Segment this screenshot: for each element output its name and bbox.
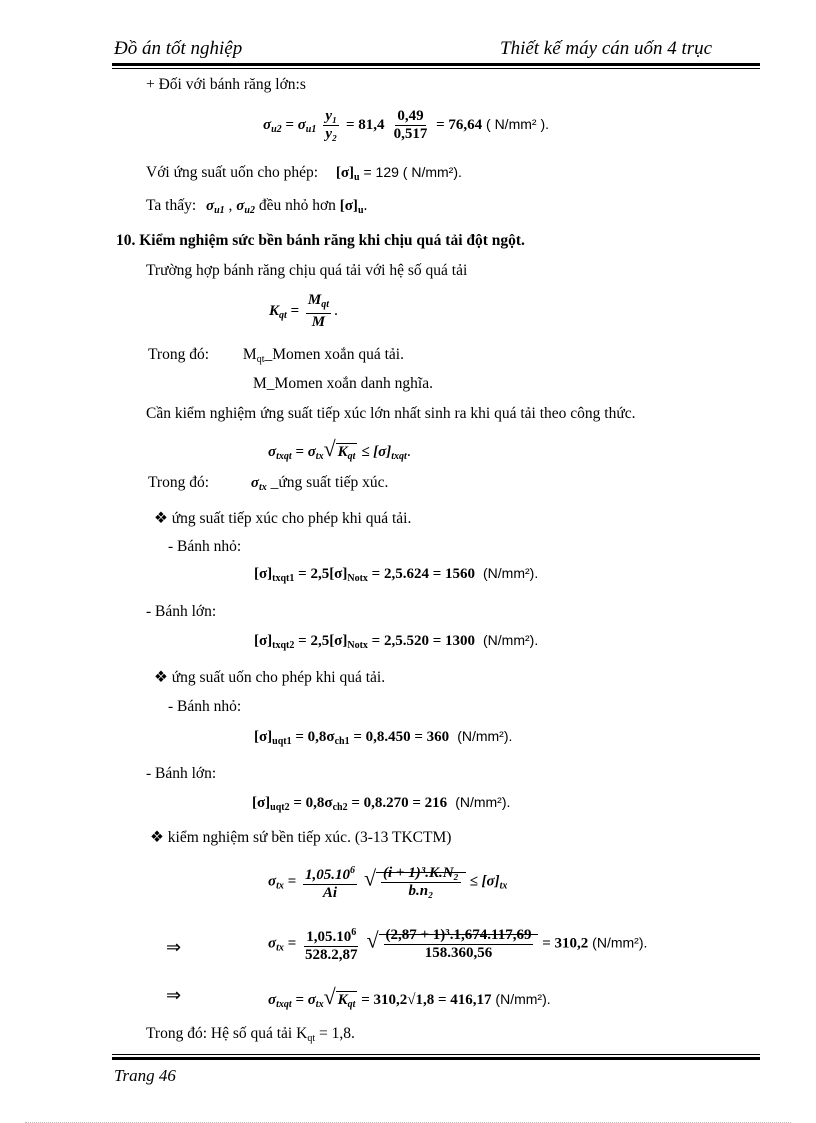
text-line: Trong đó: Hệ số quá tải $K_{qt} = 1,8$. [146, 1025, 355, 1044]
section-heading: 10. Kiểm nghiệm sức bền bánh răng khi chịu quá tải đột ngột. [116, 232, 525, 249]
footer-rule-thin [112, 1054, 760, 1055]
formula-uqt2: $[\sigma]_{uqt2} = 0,8\sigma_{ch2} = 0,8.270 = 216$ (N/mm²). [252, 794, 511, 813]
text-line: - Bánh lớn: [146, 603, 217, 620]
header-right: Thiết kế máy cán uốn 4 trục [500, 38, 713, 59]
footer-rule-thick [112, 1057, 760, 1060]
text-line: + Đối với bánh răng lớn:s [146, 76, 306, 93]
formula-txqt1: $[\sigma]_{txqt1} = 2,5[\sigma]_{Notx} = 2,5.624 = 1560$ (N/mm²). [254, 565, 539, 584]
formula-sigma-txqt: $\sigma_{txqt} = \sigma_{tx}√$ $K_{qt} \le [\sigma]_{txqt}$. [268, 436, 411, 462]
text-line: Ta thấy: $\sigma_{u1}$ , $\sigma_{u2}$ đều nhỏ hơn $[\sigma]_u$. [146, 197, 368, 216]
header-rule-thick [112, 63, 760, 66]
text-line: Cần kiểm nghiệm ứng suất tiếp xúc lớn nhất sinh ra khi quá tải theo công thức. [146, 405, 636, 422]
text-line: - Bánh nhỏ: [168, 698, 242, 715]
formula-uqt1: $[\sigma]_{uqt1} = 0,8\sigma_{ch1} = 0,8.450 = 360$ (N/mm²). [254, 728, 513, 747]
fraction: $\frac{\text{(2,87 + 1)³.1,674.117,69}}{158.360,56}$ [385, 926, 532, 961]
bullet-line: ❖ ứng suất uốn cho phép khi quá tải. [154, 669, 386, 686]
fraction: $\frac{0,49}{0,517}$ [393, 108, 428, 142]
header-rule-thin [112, 68, 760, 69]
text-line: - Bánh lớn: [146, 765, 217, 782]
fraction: $\frac{\text{(i + 1)³.K.N₂}}{\text{b.n₂}}$ [383, 864, 459, 899]
formula-kqt: $K_{qt}$ = $\frac{M_{qt}}{M}$ . [269, 292, 338, 330]
formula-sigma-txqt-value: $\sigma_{txqt} = \sigma_{tx}√$ $K_{qt} = 310,2√1,8 = 416,17$ (N/mm²). [268, 984, 551, 1010]
fraction: $\frac{1,05.10^6}{Ai}$ [303, 862, 357, 902]
text-line: Với ứng suất uốn cho phép: $[\sigma]_u = 129$ ( N/mm²). [146, 164, 462, 183]
formula-sigma-tx: $\sigma_{tx}$ = $\frac{1,05.10^6}{Ai}$ √ $\frac{\text{(i + 1)³.K.N₂}}{\text{b.n₂}}$ ≤ $[\sigma]_{tx}$ [268, 862, 507, 902]
page-number: Trang 46 [114, 1066, 176, 1085]
fraction: $\frac{1,05.10^6}{528.2,87}$ [303, 924, 360, 964]
text-line: Trong đó: $M_{qt}\_Momen$ xoắn quá tải. [148, 346, 404, 365]
text-line: M_Momen xoắn danh nghĩa. [253, 375, 433, 392]
formula-sigma-tx-value: $\sigma_{tx}$ = $\frac{1,05.10^6}{528.2,87}$ √ $\frac{\text{(2,87 + 1)³.1,674.117,69}}{158.360,56}$ = 310,2 (N/mm²). [268, 924, 647, 964]
fraction: $\frac{M_{qt}}{M}$ [307, 292, 329, 330]
text-line: - Bánh nhỏ: [168, 538, 242, 555]
formula-sigma-u2: $\sigma_{u2} = \sigma_{u1}$ $\frac{\text{y₁}}{\text{y₂}}$ = 81,4 $\frac{0,49}{0,517}$ = 76,64 ( N/mm² ). [263, 108, 549, 142]
bullet-line: ❖ ứng suất tiếp xúc cho phép khi quá tải. [154, 510, 412, 527]
implies-arrow: ⇒ [166, 985, 182, 1005]
text-line: Trường hợp bánh răng chịu quá tải với hệ số quá tải [146, 262, 468, 279]
implies-arrow: ⇒ [166, 937, 182, 957]
formula-txqt2: $[\sigma]_{txqt2} = 2,5[\sigma]_{Notx} = 2,5.520 = 1300$ (N/mm²). [254, 632, 539, 651]
fraction: $\frac{\text{y₁}}{\text{y₂}}$ [325, 108, 338, 142]
header-left: Đồ án tốt nghiệp [114, 38, 243, 59]
text-line: Trong đó: $\sigma_{tx}$ _ứng suất tiếp xúc. [148, 474, 389, 493]
bullet-line: ❖ kiểm nghiệm sứ bền tiếp xúc. (3-13 TKCTM) [150, 829, 452, 846]
